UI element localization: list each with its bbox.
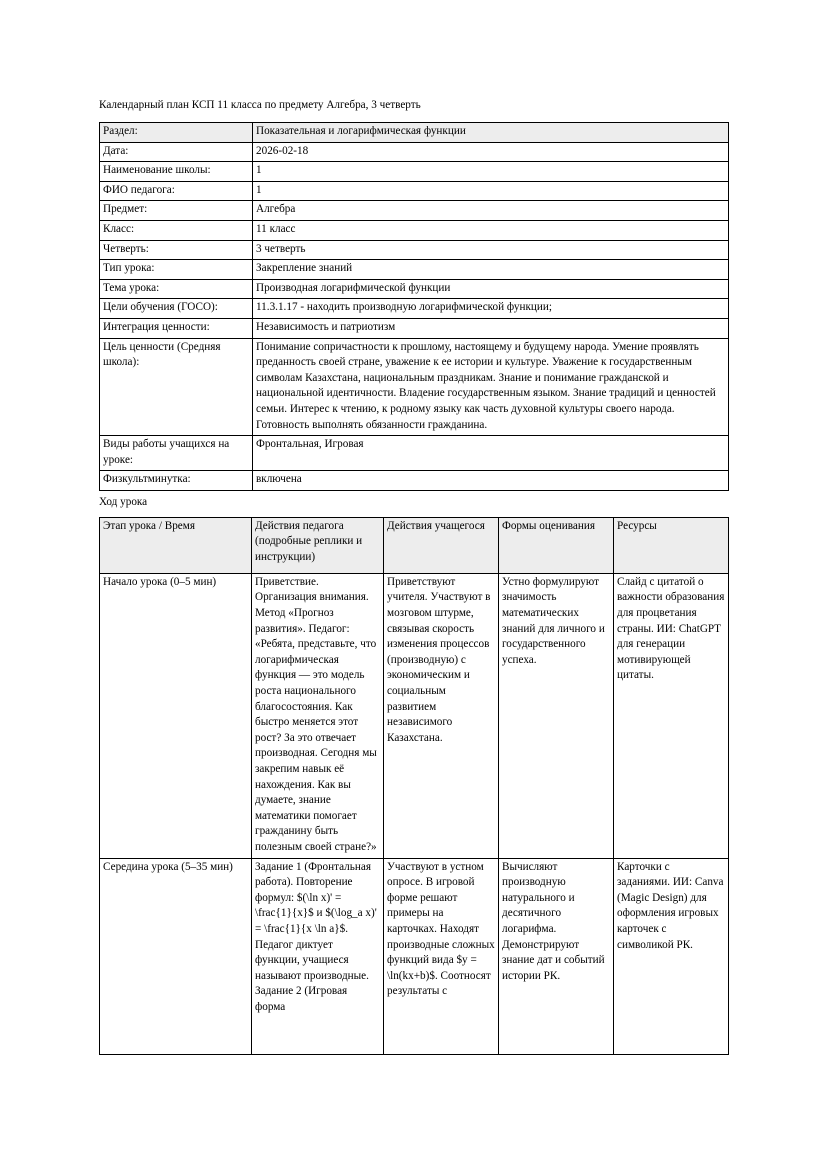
- lesson-flow-table-head: [100, 517, 729, 573]
- column-header-student: Действия учащегося: [384, 517, 499, 573]
- table-row: [100, 142, 729, 162]
- info-label-cell: Физкультминутка:: [100, 471, 253, 491]
- lesson-info-table: [99, 122, 729, 491]
- column-header-assessment: Формы оценивания: [499, 517, 614, 573]
- info-value-cell: 11.3.1.17 - находить производную логарифмической функции;: [253, 299, 729, 319]
- table-row: [100, 299, 729, 319]
- assessment-cell: Устно формулируют значимость математических знаний для личного и государственного успеха.: [499, 573, 614, 858]
- table-row: [100, 123, 729, 143]
- info-value-cell: 11 класс: [253, 220, 729, 240]
- info-value-cell: включена: [253, 471, 729, 491]
- info-value-cell: Независимость и патриотизм: [253, 318, 729, 338]
- info-label-cell: Раздел:: [100, 123, 253, 143]
- info-label-cell: Предмет:: [100, 201, 253, 221]
- info-label-cell: Наименование школы:: [100, 162, 253, 182]
- table-row: [100, 162, 729, 182]
- info-label-cell: ФИО педагога:: [100, 181, 253, 201]
- stage-cell: Начало урока (0–5 мин): [100, 573, 252, 858]
- column-header-teacher: Действия педагога (подробные реплики и инструкции): [252, 517, 384, 573]
- document-content: [99, 97, 728, 1055]
- assessment-cell: Вычисляют производную натурального и десятичного логарифма. Демонстрируют знание дат и событий истории РК.: [499, 858, 614, 1054]
- resources-cell: Карточки с заданиями. ИИ: Canva (Magic Design) для оформления игровых карточек с символикой РК.: [614, 858, 729, 1054]
- info-label-cell: Класс:: [100, 220, 253, 240]
- resources-cell: Слайд с цитатой о важности образования для процветания страны. ИИ: ChatGPT для генерации мотивирующей цитаты.: [614, 573, 729, 858]
- info-value-cell: Показательная и логарифмическая функции: [253, 123, 729, 143]
- info-label-cell: Виды работы учащихся на уроке:: [100, 436, 253, 471]
- table-row: [100, 201, 729, 221]
- table-row: [100, 471, 729, 491]
- info-value-cell: 2026-02-18: [253, 142, 729, 162]
- lesson-info-table-body: [100, 123, 729, 491]
- info-label-cell: Дата:: [100, 142, 253, 162]
- lesson-flow-table-body: [100, 573, 729, 1054]
- teacher-cell: Приветствие. Организация внимания. Метод «Прогноз развития». Педагог: «Ребята, представьте, что логарифмическая функция — это модель роста национального благосостояния. Как быстро меняется этот рост? За это отвечает производная. Сегодня мы закрепим навык её нахождения. Как вы думаете, знание математики помогает гражданину быть полезным своей стране?»: [252, 573, 384, 858]
- table-row: [100, 260, 729, 280]
- table-row: [100, 181, 729, 201]
- table-row: [100, 573, 729, 858]
- table-row: [100, 436, 729, 471]
- info-value-cell: Закрепление знаний: [253, 260, 729, 280]
- info-label-cell: Четверть:: [100, 240, 253, 260]
- lesson-flow-table: [99, 517, 729, 1055]
- table-row: [100, 240, 729, 260]
- table-row: [100, 279, 729, 299]
- info-label-cell: Тема урока:: [100, 279, 253, 299]
- column-header-stage: Этап урока / Время: [100, 517, 252, 573]
- page-title: Календарный план КСП 11 класса по предмету Алгебра, 3 четверть: [99, 99, 421, 111]
- info-value-cell: Производная логарифмической функции: [253, 279, 729, 299]
- stage-cell: Середина урока (5–35 мин): [100, 858, 252, 1054]
- table-row: [100, 220, 729, 240]
- table-row: [100, 318, 729, 338]
- teacher-cell: Задание 1 (Фронтальная работа). Повторение формул: $(\ln x)' = \frac{1}{x}$ и $(\log_a x)' = \frac{1}{x \ln a}$. Педагог диктует функции, учащиеся называют производные. Задание 2 (Игровая форма: [252, 858, 384, 1054]
- info-label-cell: Тип урока:: [100, 260, 253, 280]
- column-header-resources: Ресурсы: [614, 517, 729, 573]
- student-cell: Участвуют в устном опросе. В игровой форме решают примеры на карточках. Находят производные сложных функций вида $y = \ln(kx+b)$. Соотносят результаты с: [384, 858, 499, 1054]
- table-header-row: [100, 517, 729, 573]
- info-value-cell: 1: [253, 181, 729, 201]
- table-row: [100, 338, 729, 436]
- info-label-cell: Цель ценности (Средняя школа):: [100, 338, 253, 436]
- student-cell: Приветствуют учителя. Участвуют в мозговом штурме, связывая скорость изменения процессов (производную) с экономическим и социальным развитием независимого Казахстана.: [384, 573, 499, 858]
- info-label-cell: Интеграция ценности:: [100, 318, 253, 338]
- info-value-cell: Понимание сопричастности к прошлому, настоящему и будущему народа. Умение проявлять преданность своей стране, уважение к ее истории и культуре. Уважение к государственным символам Казахстана, национальным праздникам. Знание и понимание гражданской и национальной идентичности. Владение государственным языком. Знание традиций и ценностей семьи. Интерес к чтению, к родному языку как часть духовной культуры своего народа. Готовность выполнять обязанности гражданина.: [253, 338, 729, 436]
- table-row: [100, 858, 729, 1054]
- info-value-cell: 1: [253, 162, 729, 182]
- info-value-cell: Алгебра: [253, 201, 729, 221]
- lesson-flow-caption: Ход урока: [99, 495, 148, 508]
- info-value-cell: Фронтальная, Игровая: [253, 436, 729, 471]
- info-value-cell: 3 четверть: [253, 240, 729, 260]
- info-label-cell: Цели обучения (ГОСО):: [100, 299, 253, 319]
